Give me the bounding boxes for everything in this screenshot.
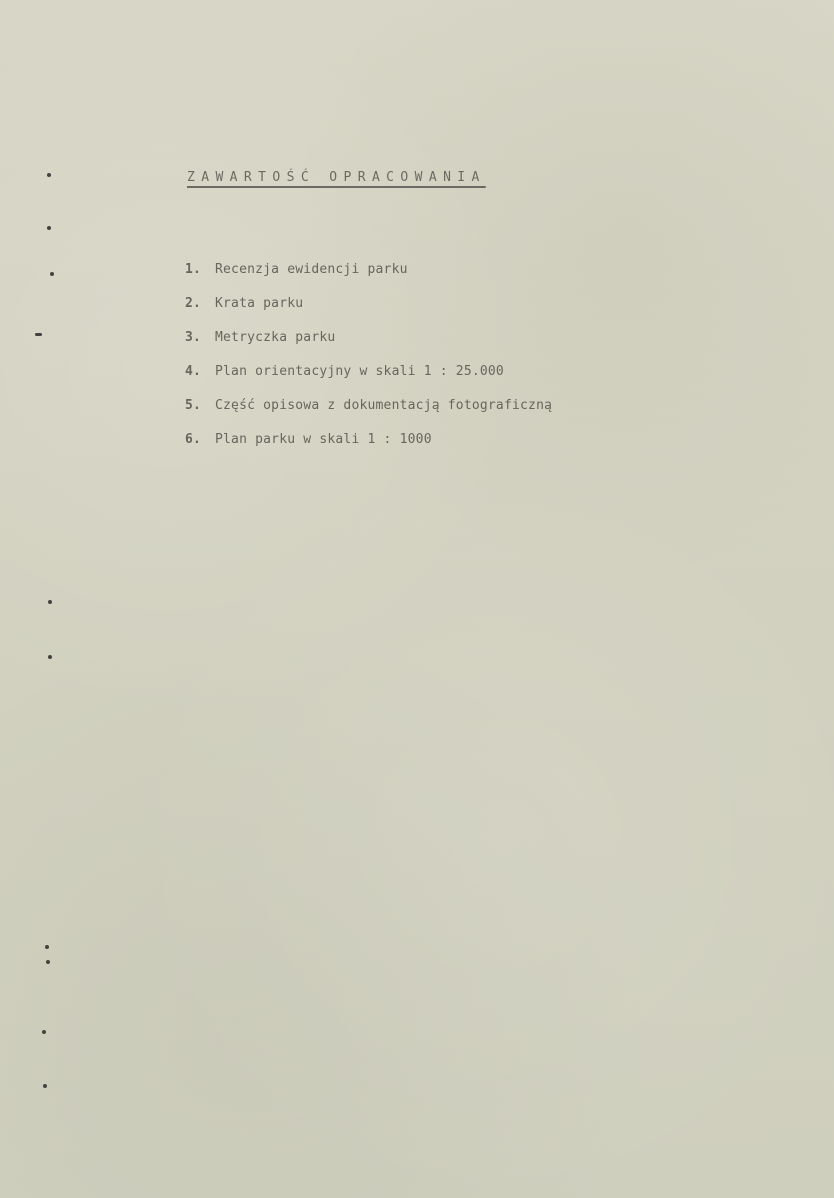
item-number: 5. xyxy=(185,398,202,413)
item-number: 3. xyxy=(185,330,202,345)
list-item xyxy=(185,321,705,355)
list-item xyxy=(185,355,705,389)
item-text: Krata parku xyxy=(215,296,304,311)
page-title: ZAWARTOŚĆ OPRACOWANIA xyxy=(187,170,486,185)
margin-mark xyxy=(42,1030,46,1034)
margin-mark xyxy=(35,333,42,336)
item-number: 6. xyxy=(185,432,202,447)
margin-mark xyxy=(48,655,52,659)
list-item xyxy=(185,253,705,287)
item-text: Recenzja ewidencji parku xyxy=(215,262,408,277)
margin-mark xyxy=(50,272,54,276)
item-number: 2. xyxy=(185,296,202,311)
item-number: 4. xyxy=(185,364,202,379)
margin-mark xyxy=(43,1084,47,1088)
list-item xyxy=(185,287,705,321)
item-text: Część opisowa z dokumentacją fotograficzną xyxy=(215,398,553,413)
item-text: Plan orientacyjny w skali 1 : 25.000 xyxy=(215,364,504,379)
margin-mark xyxy=(48,600,52,604)
margin-mark xyxy=(47,226,51,230)
item-text: Plan parku w skali 1 : 1000 xyxy=(215,432,432,447)
margin-mark xyxy=(47,173,51,177)
margin-mark xyxy=(45,945,49,949)
list-item xyxy=(185,423,705,457)
contents-list xyxy=(185,253,705,457)
item-text: Metryczka parku xyxy=(215,330,336,345)
margin-mark xyxy=(46,960,50,964)
list-item xyxy=(185,389,705,423)
item-number: 1. xyxy=(185,262,202,277)
